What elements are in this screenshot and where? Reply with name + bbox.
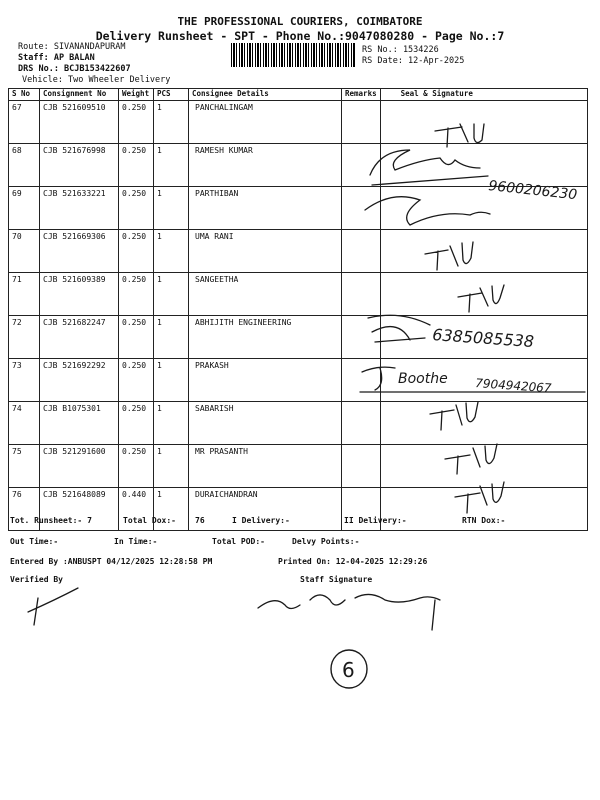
signature-mark-72 — [368, 315, 430, 342]
row-sno: 72 — [9, 316, 40, 359]
row-consignment: CJB 521682247 — [40, 316, 119, 359]
row-pcs: 1 — [154, 144, 189, 187]
staff-signature-mark — [258, 594, 440, 630]
row-consignment: CJB 521633221 — [40, 187, 119, 230]
row-sno: 74 — [9, 402, 40, 445]
handwritten-phone-72: 6385085538 — [431, 325, 535, 352]
row-pcs: 1 — [154, 316, 189, 359]
row-consignment: CJB 521609510 — [40, 101, 119, 144]
row-weight: 0.250 — [119, 101, 154, 144]
signature-mark-69 — [365, 197, 490, 225]
row-consignment: CJB 521669306 — [40, 230, 119, 273]
out-time: Out Time:- — [10, 537, 59, 546]
handwritten-phone-73: 7904942067 — [474, 376, 552, 396]
row-weight: 0.250 — [119, 359, 154, 402]
col-consignment: Consignment No — [40, 89, 119, 101]
row-consignee: PARTHIBAN — [189, 187, 342, 230]
row-sno: 71 — [9, 273, 40, 316]
row-sno: 76 — [9, 488, 40, 531]
row-pcs: 1 — [154, 488, 189, 531]
row-consignment: CJB 521692292 — [40, 359, 119, 402]
row-consignee: PANCHALINGAM — [189, 101, 342, 144]
staff-signature: Staff Signature — [300, 575, 373, 584]
col-weight: Weight — [119, 89, 154, 101]
signature-mark-71 — [458, 285, 504, 312]
signature-mark-75 — [445, 444, 497, 474]
row-sno: 70 — [9, 230, 40, 273]
company-title: THE PROFESSIONAL COURIERS, COIMBATORE — [177, 15, 423, 28]
row-consignee: SANGEETHA — [189, 273, 342, 316]
handwritten-phone-68: 9600206230 — [487, 178, 578, 204]
rtn-dox: RTN Dox:- — [462, 516, 506, 525]
col-seal-signature: Seal & Signature — [380, 89, 587, 101]
row-pcs: 1 — [154, 230, 189, 273]
row-weight: 0.250 — [119, 144, 154, 187]
row-consignment: CJB 521609389 — [40, 273, 119, 316]
rs-date: RS Date: 12-Apr-2025 — [362, 56, 465, 66]
total-dox-label: Total Dox:- — [123, 516, 176, 525]
runsheet-subtitle: Delivery Runsheet - SPT - Phone No.:9047080280 - Page No.:7 — [95, 29, 505, 43]
entered-by: Entered By :ANBUSPT 04/12/2025 12:28:58 PM — [10, 557, 213, 566]
col-remarks: Remarks — [342, 89, 381, 101]
row-sno: 67 — [9, 101, 40, 144]
row-consignment: CJB 521291600 — [40, 445, 119, 488]
row-pcs: 1 — [154, 359, 189, 402]
col-sno: S No — [9, 89, 40, 101]
delvy-points: Delvy Points:- — [292, 537, 360, 546]
row-consignee: PRAKASH — [189, 359, 342, 402]
verified-signature — [28, 588, 78, 625]
row-consignee: DURAICHANDRAN — [189, 488, 342, 531]
drs-label: DRS No.: BCJB153422607 — [18, 64, 131, 74]
row-weight: 0.250 — [119, 316, 154, 359]
col-consignee: Consignee Details — [189, 89, 342, 101]
row-weight: 0.250 — [119, 230, 154, 273]
page-circle-number: 6 — [342, 658, 355, 682]
verified-by: Verified By — [10, 575, 63, 584]
row-weight: 0.440 — [119, 488, 154, 531]
signature-mark-74 — [430, 402, 478, 430]
vehicle-label: Vehicle: Two Wheeler Delivery — [22, 75, 171, 85]
tot-runsheet: Tot. Runsheet:- 7 — [10, 516, 92, 525]
signature-mark-68 — [370, 150, 488, 185]
row-consignee: ABHIJITH ENGINEERING — [189, 316, 342, 359]
row-consignee: SABARISH — [189, 402, 342, 445]
row-consignment: CJB 521648089 — [40, 488, 119, 531]
row-consignee: RAMESH KUMAR — [189, 144, 342, 187]
row-consignee: UMA RANI — [189, 230, 342, 273]
row-sno: 68 — [9, 144, 40, 187]
signature-mark-76 — [455, 482, 504, 513]
i-delivery: I Delivery:- — [232, 516, 290, 525]
handwritten-sig-73: Boothe — [398, 371, 448, 387]
row-pcs: 1 — [154, 101, 189, 144]
row-pcs: 1 — [154, 187, 189, 230]
row-weight: 0.250 — [119, 187, 154, 230]
row-sno: 75 — [9, 445, 40, 488]
row-weight: 0.250 — [119, 273, 154, 316]
row-pcs: 1 — [154, 445, 189, 488]
row-consignment: CJB 521676998 — [40, 144, 119, 187]
signature-mark-70 — [425, 242, 473, 270]
total-pod: Total POD:- — [212, 537, 265, 546]
rs-number: RS No.: 1534226 — [362, 45, 439, 55]
row-weight: 0.250 — [119, 445, 154, 488]
ii-delivery: II Delivery:- — [344, 516, 407, 525]
row-sno: 69 — [9, 187, 40, 230]
route-label: Route: SIVANANDAPURAM — [18, 42, 126, 52]
total-dox-value: 76 — [195, 516, 205, 525]
row-weight: 0.250 — [119, 402, 154, 445]
staff-label: Staff: AP BALAN — [18, 53, 95, 63]
row-consignment: CJB B1075301 — [40, 402, 119, 445]
col-pcs: PCS — [154, 89, 189, 101]
signature-mark-67 — [435, 124, 484, 147]
row-pcs: 1 — [154, 273, 189, 316]
row-consignee: MR PRASANTH — [189, 445, 342, 488]
row-sno: 73 — [9, 359, 40, 402]
in-time: In Time:- — [114, 537, 158, 546]
printed-on: Printed On: 12-04-2025 12:29:26 — [278, 557, 428, 566]
row-pcs: 1 — [154, 402, 189, 445]
